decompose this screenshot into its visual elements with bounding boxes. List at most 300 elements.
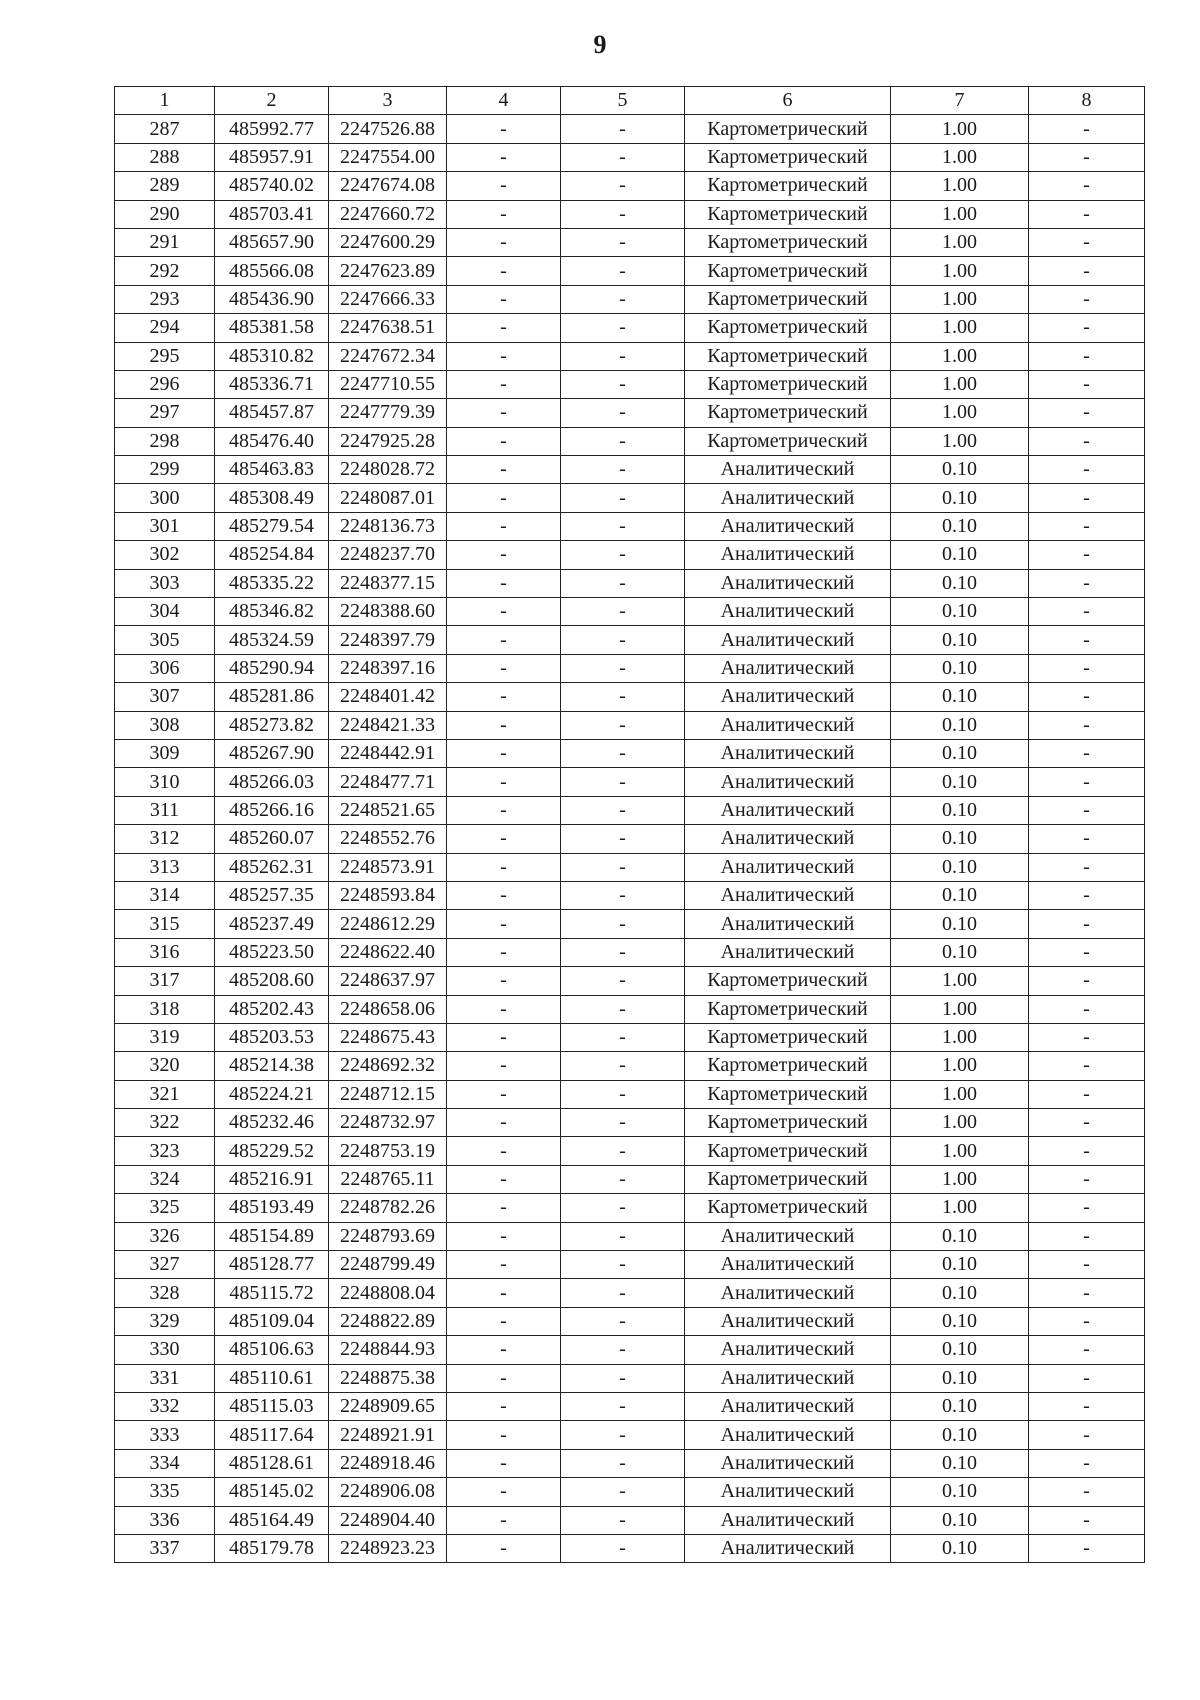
method-cell: Картометрический bbox=[685, 314, 891, 342]
x-coordinate-cell: 485266.16 bbox=[215, 796, 329, 824]
x-coordinate-cell: 485214.38 bbox=[215, 1052, 329, 1080]
y-coordinate-cell: 2248793.69 bbox=[329, 1222, 447, 1250]
column-4-cell: - bbox=[447, 910, 561, 938]
table-row bbox=[115, 1506, 1145, 1534]
table-row bbox=[115, 1251, 1145, 1279]
x-coordinate-cell: 485436.90 bbox=[215, 285, 329, 313]
column-8-cell: - bbox=[1029, 1534, 1145, 1562]
column-8-cell: - bbox=[1029, 370, 1145, 398]
column-8-cell: - bbox=[1029, 228, 1145, 256]
table-row bbox=[115, 1336, 1145, 1364]
column-8-cell: - bbox=[1029, 200, 1145, 228]
column-8-cell: - bbox=[1029, 796, 1145, 824]
accuracy-cell: 1.00 bbox=[891, 995, 1029, 1023]
accuracy-cell: 0.10 bbox=[891, 1279, 1029, 1307]
x-coordinate-cell: 485179.78 bbox=[215, 1534, 329, 1562]
table-row bbox=[115, 1137, 1145, 1165]
column-5-cell: - bbox=[561, 910, 685, 938]
y-coordinate-cell: 2248612.29 bbox=[329, 910, 447, 938]
x-coordinate-cell: 485957.91 bbox=[215, 143, 329, 171]
table-row bbox=[115, 484, 1145, 512]
table-row bbox=[115, 881, 1145, 909]
column-4-cell: - bbox=[447, 1109, 561, 1137]
table-row bbox=[115, 200, 1145, 228]
column-header: 2 bbox=[215, 87, 329, 115]
y-coordinate-cell: 2248477.71 bbox=[329, 768, 447, 796]
accuracy-cell: 1.00 bbox=[891, 1023, 1029, 1051]
table-row bbox=[115, 654, 1145, 682]
y-coordinate-cell: 2247554.00 bbox=[329, 143, 447, 171]
accuracy-cell: 1.00 bbox=[891, 399, 1029, 427]
column-5-cell: - bbox=[561, 1137, 685, 1165]
accuracy-cell: 0.10 bbox=[891, 541, 1029, 569]
column-8-cell: - bbox=[1029, 115, 1145, 143]
x-coordinate-cell: 485336.71 bbox=[215, 370, 329, 398]
accuracy-cell: 0.10 bbox=[891, 1336, 1029, 1364]
table-row bbox=[115, 1392, 1145, 1420]
x-coordinate-cell: 485260.07 bbox=[215, 825, 329, 853]
accuracy-cell: 1.00 bbox=[891, 228, 1029, 256]
accuracy-cell: 1.00 bbox=[891, 370, 1029, 398]
y-coordinate-cell: 2248552.76 bbox=[329, 825, 447, 853]
x-coordinate-cell: 485193.49 bbox=[215, 1194, 329, 1222]
x-coordinate-cell: 485128.61 bbox=[215, 1449, 329, 1477]
column-5-cell: - bbox=[561, 1023, 685, 1051]
table-row bbox=[115, 1165, 1145, 1193]
point-number-cell: 301 bbox=[115, 512, 215, 540]
method-cell: Картометрический bbox=[685, 967, 891, 995]
table-row bbox=[115, 370, 1145, 398]
column-header: 6 bbox=[685, 87, 891, 115]
method-cell: Аналитический bbox=[685, 796, 891, 824]
column-header: 1 bbox=[115, 87, 215, 115]
column-5-cell: - bbox=[561, 1392, 685, 1420]
x-coordinate-cell: 485115.03 bbox=[215, 1392, 329, 1420]
column-4-cell: - bbox=[447, 626, 561, 654]
y-coordinate-cell: 2248573.91 bbox=[329, 853, 447, 881]
table-header bbox=[115, 87, 1145, 115]
column-5-cell: - bbox=[561, 1052, 685, 1080]
point-number-cell: 300 bbox=[115, 484, 215, 512]
method-cell: Аналитический bbox=[685, 711, 891, 739]
column-8-cell: - bbox=[1029, 654, 1145, 682]
x-coordinate-cell: 485237.49 bbox=[215, 910, 329, 938]
accuracy-cell: 0.10 bbox=[891, 683, 1029, 711]
column-4-cell: - bbox=[447, 1279, 561, 1307]
table-row bbox=[115, 1194, 1145, 1222]
column-5-cell: - bbox=[561, 995, 685, 1023]
accuracy-cell: 0.10 bbox=[891, 484, 1029, 512]
method-cell: Аналитический bbox=[685, 1506, 891, 1534]
point-number-cell: 296 bbox=[115, 370, 215, 398]
column-8-cell: - bbox=[1029, 512, 1145, 540]
column-5-cell: - bbox=[561, 1080, 685, 1108]
y-coordinate-cell: 2248906.08 bbox=[329, 1478, 447, 1506]
column-8-cell: - bbox=[1029, 995, 1145, 1023]
column-8-cell: - bbox=[1029, 1165, 1145, 1193]
method-cell: Аналитический bbox=[685, 484, 891, 512]
column-8-cell: - bbox=[1029, 768, 1145, 796]
method-cell: Аналитический bbox=[685, 1392, 891, 1420]
method-cell: Картометрический bbox=[685, 143, 891, 171]
x-coordinate-cell: 485457.87 bbox=[215, 399, 329, 427]
point-number-cell: 298 bbox=[115, 427, 215, 455]
column-4-cell: - bbox=[447, 200, 561, 228]
column-4-cell: - bbox=[447, 115, 561, 143]
method-cell: Картометрический bbox=[685, 342, 891, 370]
column-5-cell: - bbox=[561, 1478, 685, 1506]
point-number-cell: 299 bbox=[115, 456, 215, 484]
column-4-cell: - bbox=[447, 1534, 561, 1562]
method-cell: Картометрический bbox=[685, 399, 891, 427]
x-coordinate-cell: 485145.02 bbox=[215, 1478, 329, 1506]
column-4-cell: - bbox=[447, 938, 561, 966]
column-4-cell: - bbox=[447, 370, 561, 398]
point-number-cell: 326 bbox=[115, 1222, 215, 1250]
table-row bbox=[115, 711, 1145, 739]
table-row bbox=[115, 626, 1145, 654]
point-number-cell: 292 bbox=[115, 257, 215, 285]
accuracy-cell: 0.10 bbox=[891, 1449, 1029, 1477]
y-coordinate-cell: 2247526.88 bbox=[329, 115, 447, 143]
y-coordinate-cell: 2248397.16 bbox=[329, 654, 447, 682]
column-4-cell: - bbox=[447, 768, 561, 796]
y-coordinate-cell: 2247710.55 bbox=[329, 370, 447, 398]
method-cell: Аналитический bbox=[685, 1222, 891, 1250]
column-8-cell: - bbox=[1029, 427, 1145, 455]
table-row bbox=[115, 853, 1145, 881]
table-row bbox=[115, 1478, 1145, 1506]
column-4-cell: - bbox=[447, 314, 561, 342]
method-cell: Картометрический bbox=[685, 370, 891, 398]
x-coordinate-cell: 485154.89 bbox=[215, 1222, 329, 1250]
table-row bbox=[115, 456, 1145, 484]
column-4-cell: - bbox=[447, 1392, 561, 1420]
column-8-cell: - bbox=[1029, 1449, 1145, 1477]
table-row bbox=[115, 172, 1145, 200]
column-8-cell: - bbox=[1029, 399, 1145, 427]
column-5-cell: - bbox=[561, 1449, 685, 1477]
point-number-cell: 332 bbox=[115, 1392, 215, 1420]
y-coordinate-cell: 2248637.97 bbox=[329, 967, 447, 995]
column-8-cell: - bbox=[1029, 1222, 1145, 1250]
table-row bbox=[115, 1364, 1145, 1392]
table-row bbox=[115, 1421, 1145, 1449]
column-8-cell: - bbox=[1029, 853, 1145, 881]
table-row bbox=[115, 1222, 1145, 1250]
accuracy-cell: 1.00 bbox=[891, 285, 1029, 313]
accuracy-cell: 1.00 bbox=[891, 967, 1029, 995]
accuracy-cell: 0.10 bbox=[891, 654, 1029, 682]
y-coordinate-cell: 2248442.91 bbox=[329, 739, 447, 767]
accuracy-cell: 0.10 bbox=[891, 598, 1029, 626]
accuracy-cell: 1.00 bbox=[891, 342, 1029, 370]
y-coordinate-cell: 2248388.60 bbox=[329, 598, 447, 626]
y-coordinate-cell: 2248909.65 bbox=[329, 1392, 447, 1420]
column-4-cell: - bbox=[447, 1023, 561, 1051]
method-cell: Картометрический bbox=[685, 427, 891, 455]
accuracy-cell: 1.00 bbox=[891, 172, 1029, 200]
method-cell: Аналитический bbox=[685, 853, 891, 881]
accuracy-cell: 0.10 bbox=[891, 1506, 1029, 1534]
column-8-cell: - bbox=[1029, 1052, 1145, 1080]
x-coordinate-cell: 485281.86 bbox=[215, 683, 329, 711]
method-cell: Аналитический bbox=[685, 626, 891, 654]
column-8-cell: - bbox=[1029, 172, 1145, 200]
accuracy-cell: 0.10 bbox=[891, 711, 1029, 739]
column-5-cell: - bbox=[561, 342, 685, 370]
method-cell: Картометрический bbox=[685, 200, 891, 228]
point-number-cell: 313 bbox=[115, 853, 215, 881]
column-4-cell: - bbox=[447, 796, 561, 824]
column-5-cell: - bbox=[561, 654, 685, 682]
x-coordinate-cell: 485224.21 bbox=[215, 1080, 329, 1108]
column-5-cell: - bbox=[561, 541, 685, 569]
method-cell: Аналитический bbox=[685, 1336, 891, 1364]
accuracy-cell: 1.00 bbox=[891, 200, 1029, 228]
y-coordinate-cell: 2248237.70 bbox=[329, 541, 447, 569]
column-8-cell: - bbox=[1029, 1137, 1145, 1165]
column-8-cell: - bbox=[1029, 1364, 1145, 1392]
column-4-cell: - bbox=[447, 825, 561, 853]
y-coordinate-cell: 2248918.46 bbox=[329, 1449, 447, 1477]
method-cell: Аналитический bbox=[685, 654, 891, 682]
column-8-cell: - bbox=[1029, 143, 1145, 171]
point-number-cell: 318 bbox=[115, 995, 215, 1023]
x-coordinate-cell: 485208.60 bbox=[215, 967, 329, 995]
point-number-cell: 319 bbox=[115, 1023, 215, 1051]
y-coordinate-cell: 2248692.32 bbox=[329, 1052, 447, 1080]
column-5-cell: - bbox=[561, 1336, 685, 1364]
table-row bbox=[115, 739, 1145, 767]
column-header: 4 bbox=[447, 87, 561, 115]
y-coordinate-cell: 2248421.33 bbox=[329, 711, 447, 739]
column-5-cell: - bbox=[561, 853, 685, 881]
method-cell: Картометрический bbox=[685, 257, 891, 285]
column-8-cell: - bbox=[1029, 967, 1145, 995]
x-coordinate-cell: 485223.50 bbox=[215, 938, 329, 966]
y-coordinate-cell: 2248087.01 bbox=[329, 484, 447, 512]
column-5-cell: - bbox=[561, 569, 685, 597]
column-8-cell: - bbox=[1029, 1478, 1145, 1506]
column-4-cell: - bbox=[447, 228, 561, 256]
column-5-cell: - bbox=[561, 967, 685, 995]
y-coordinate-cell: 2247672.34 bbox=[329, 342, 447, 370]
column-8-cell: - bbox=[1029, 1307, 1145, 1335]
column-5-cell: - bbox=[561, 825, 685, 853]
x-coordinate-cell: 485476.40 bbox=[215, 427, 329, 455]
column-4-cell: - bbox=[447, 1307, 561, 1335]
point-number-cell: 290 bbox=[115, 200, 215, 228]
y-coordinate-cell: 2248808.04 bbox=[329, 1279, 447, 1307]
accuracy-cell: 1.00 bbox=[891, 1080, 1029, 1108]
column-4-cell: - bbox=[447, 569, 561, 597]
method-cell: Картометрический bbox=[685, 285, 891, 313]
method-cell: Аналитический bbox=[685, 739, 891, 767]
x-coordinate-cell: 485657.90 bbox=[215, 228, 329, 256]
method-cell: Аналитический bbox=[685, 598, 891, 626]
x-coordinate-cell: 485110.61 bbox=[215, 1364, 329, 1392]
x-coordinate-cell: 485232.46 bbox=[215, 1109, 329, 1137]
y-coordinate-cell: 2247925.28 bbox=[329, 427, 447, 455]
column-8-cell: - bbox=[1029, 484, 1145, 512]
x-coordinate-cell: 485106.63 bbox=[215, 1336, 329, 1364]
point-number-cell: 333 bbox=[115, 1421, 215, 1449]
table-row bbox=[115, 1307, 1145, 1335]
column-4-cell: - bbox=[447, 967, 561, 995]
table-row bbox=[115, 1534, 1145, 1562]
point-number-cell: 302 bbox=[115, 541, 215, 569]
x-coordinate-cell: 485703.41 bbox=[215, 200, 329, 228]
y-coordinate-cell: 2248875.38 bbox=[329, 1364, 447, 1392]
method-cell: Аналитический bbox=[685, 541, 891, 569]
method-cell: Картометрический bbox=[685, 1194, 891, 1222]
table-row bbox=[115, 569, 1145, 597]
accuracy-cell: 1.00 bbox=[891, 257, 1029, 285]
point-number-cell: 315 bbox=[115, 910, 215, 938]
method-cell: Аналитический bbox=[685, 1364, 891, 1392]
table-row bbox=[115, 1109, 1145, 1137]
x-coordinate-cell: 485254.84 bbox=[215, 541, 329, 569]
column-4-cell: - bbox=[447, 1222, 561, 1250]
column-8-cell: - bbox=[1029, 541, 1145, 569]
accuracy-cell: 0.10 bbox=[891, 1251, 1029, 1279]
y-coordinate-cell: 2248753.19 bbox=[329, 1137, 447, 1165]
method-cell: Аналитический bbox=[685, 825, 891, 853]
x-coordinate-cell: 485262.31 bbox=[215, 853, 329, 881]
accuracy-cell: 0.10 bbox=[891, 825, 1029, 853]
point-number-cell: 305 bbox=[115, 626, 215, 654]
column-5-cell: - bbox=[561, 370, 685, 398]
y-coordinate-cell: 2248136.73 bbox=[329, 512, 447, 540]
x-coordinate-cell: 485381.58 bbox=[215, 314, 329, 342]
point-number-cell: 325 bbox=[115, 1194, 215, 1222]
method-cell: Аналитический bbox=[685, 1534, 891, 1562]
header-row bbox=[115, 87, 1145, 115]
point-number-cell: 322 bbox=[115, 1109, 215, 1137]
y-coordinate-cell: 2247674.08 bbox=[329, 172, 447, 200]
column-8-cell: - bbox=[1029, 626, 1145, 654]
column-4-cell: - bbox=[447, 456, 561, 484]
accuracy-cell: 0.10 bbox=[891, 512, 1029, 540]
column-5-cell: - bbox=[561, 626, 685, 654]
x-coordinate-cell: 485740.02 bbox=[215, 172, 329, 200]
accuracy-cell: 0.10 bbox=[891, 1534, 1029, 1562]
table-row bbox=[115, 314, 1145, 342]
point-number-cell: 294 bbox=[115, 314, 215, 342]
table-row bbox=[115, 541, 1145, 569]
x-coordinate-cell: 485273.82 bbox=[215, 711, 329, 739]
column-5-cell: - bbox=[561, 1364, 685, 1392]
method-cell: Аналитический bbox=[685, 512, 891, 540]
column-8-cell: - bbox=[1029, 342, 1145, 370]
column-5-cell: - bbox=[561, 938, 685, 966]
column-4-cell: - bbox=[447, 881, 561, 909]
x-coordinate-cell: 485267.90 bbox=[215, 739, 329, 767]
column-5-cell: - bbox=[561, 427, 685, 455]
accuracy-cell: 0.10 bbox=[891, 1364, 1029, 1392]
column-8-cell: - bbox=[1029, 938, 1145, 966]
column-4-cell: - bbox=[447, 1336, 561, 1364]
column-4-cell: - bbox=[447, 654, 561, 682]
table-row bbox=[115, 683, 1145, 711]
x-coordinate-cell: 485216.91 bbox=[215, 1165, 329, 1193]
table-row bbox=[115, 257, 1145, 285]
table-row bbox=[115, 967, 1145, 995]
column-5-cell: - bbox=[561, 200, 685, 228]
method-cell: Аналитический bbox=[685, 569, 891, 597]
table-row bbox=[115, 285, 1145, 313]
method-cell: Картометрический bbox=[685, 228, 891, 256]
accuracy-cell: 0.10 bbox=[891, 1478, 1029, 1506]
y-coordinate-cell: 2248521.65 bbox=[329, 796, 447, 824]
table-row bbox=[115, 1023, 1145, 1051]
y-coordinate-cell: 2247660.72 bbox=[329, 200, 447, 228]
table-row bbox=[115, 143, 1145, 171]
y-coordinate-cell: 2248593.84 bbox=[329, 881, 447, 909]
accuracy-cell: 1.00 bbox=[891, 1052, 1029, 1080]
column-5-cell: - bbox=[561, 1279, 685, 1307]
point-number-cell: 291 bbox=[115, 228, 215, 256]
accuracy-cell: 0.10 bbox=[891, 910, 1029, 938]
column-8-cell: - bbox=[1029, 825, 1145, 853]
point-number-cell: 306 bbox=[115, 654, 215, 682]
method-cell: Картометрический bbox=[685, 172, 891, 200]
method-cell: Аналитический bbox=[685, 683, 891, 711]
point-number-cell: 303 bbox=[115, 569, 215, 597]
method-cell: Аналитический bbox=[685, 1478, 891, 1506]
column-5-cell: - bbox=[561, 881, 685, 909]
x-coordinate-cell: 485324.59 bbox=[215, 626, 329, 654]
x-coordinate-cell: 485229.52 bbox=[215, 1137, 329, 1165]
method-cell: Картометрический bbox=[685, 995, 891, 1023]
table-row bbox=[115, 995, 1145, 1023]
point-number-cell: 330 bbox=[115, 1336, 215, 1364]
column-5-cell: - bbox=[561, 1307, 685, 1335]
column-5-cell: - bbox=[561, 1534, 685, 1562]
table-row bbox=[115, 342, 1145, 370]
column-4-cell: - bbox=[447, 1506, 561, 1534]
point-number-cell: 295 bbox=[115, 342, 215, 370]
accuracy-cell: 1.00 bbox=[891, 314, 1029, 342]
y-coordinate-cell: 2248822.89 bbox=[329, 1307, 447, 1335]
column-8-cell: - bbox=[1029, 1251, 1145, 1279]
column-4-cell: - bbox=[447, 1165, 561, 1193]
x-coordinate-cell: 485203.53 bbox=[215, 1023, 329, 1051]
column-4-cell: - bbox=[447, 1251, 561, 1279]
column-5-cell: - bbox=[561, 285, 685, 313]
x-coordinate-cell: 485463.83 bbox=[215, 456, 329, 484]
method-cell: Картометрический bbox=[685, 1137, 891, 1165]
x-coordinate-cell: 485335.22 bbox=[215, 569, 329, 597]
accuracy-cell: 0.10 bbox=[891, 796, 1029, 824]
column-8-cell: - bbox=[1029, 257, 1145, 285]
table-row bbox=[115, 512, 1145, 540]
column-5-cell: - bbox=[561, 1165, 685, 1193]
x-coordinate-cell: 485290.94 bbox=[215, 654, 329, 682]
point-number-cell: 311 bbox=[115, 796, 215, 824]
column-4-cell: - bbox=[447, 399, 561, 427]
column-8-cell: - bbox=[1029, 1392, 1145, 1420]
method-cell: Аналитический bbox=[685, 456, 891, 484]
column-5-cell: - bbox=[561, 1109, 685, 1137]
method-cell: Аналитический bbox=[685, 1279, 891, 1307]
column-4-cell: - bbox=[447, 541, 561, 569]
column-8-cell: - bbox=[1029, 910, 1145, 938]
accuracy-cell: 0.10 bbox=[891, 1392, 1029, 1420]
accuracy-cell: 0.10 bbox=[891, 768, 1029, 796]
accuracy-cell: 0.10 bbox=[891, 456, 1029, 484]
